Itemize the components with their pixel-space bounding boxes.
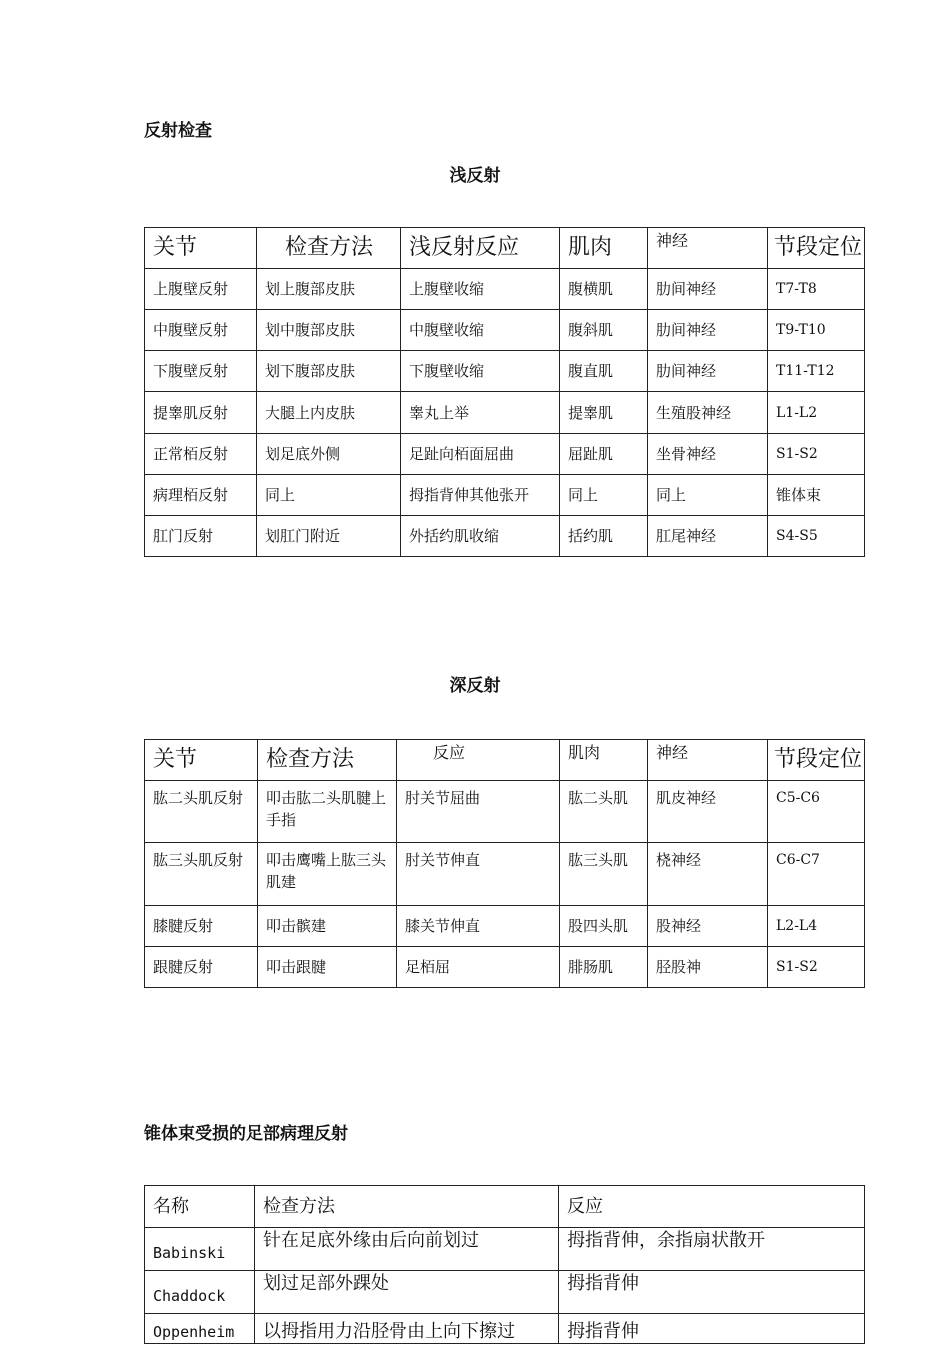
table-row xyxy=(145,351,865,392)
table-cell: Oppenheim xyxy=(145,1314,255,1344)
header-cell: 反应 xyxy=(559,1186,865,1228)
table-row xyxy=(145,516,865,557)
header-cell: 关节 xyxy=(145,740,258,781)
table-row xyxy=(145,310,865,351)
table-row xyxy=(145,781,865,843)
header-cell: 神经 xyxy=(648,228,768,269)
header-cell: 检查方法 xyxy=(257,228,401,269)
table-cell: 腓肠肌 xyxy=(560,947,648,988)
shallow-reflex-table xyxy=(144,227,865,557)
table-cell: 正常栢反射 xyxy=(145,434,257,475)
pathological-reflex-title: 锥体束受损的足部病理反射 xyxy=(144,1124,348,1144)
table-cell: 中腹壁反射 xyxy=(145,310,257,351)
table-cell: Babinski xyxy=(145,1228,255,1271)
table-cell: L1-L2 xyxy=(768,392,865,434)
table-header-row xyxy=(145,228,865,269)
header-cell: 名称 xyxy=(145,1186,255,1228)
table-cell: 腹斜肌 xyxy=(560,310,648,351)
table-cell: C6-C7 xyxy=(768,843,865,906)
header-cell: 肌肉 xyxy=(560,740,648,781)
table-row xyxy=(145,947,865,988)
table-cell: 肛尾神经 xyxy=(648,516,768,557)
header-cell: 浅反射反应 xyxy=(401,228,560,269)
table-cell: 坐骨神经 xyxy=(648,434,768,475)
table-cell: 拇指背伸 xyxy=(559,1314,865,1344)
header-cell: 反应 xyxy=(397,740,560,781)
table-cell: S4-S5 xyxy=(768,516,865,557)
table-cell: T7-T8 xyxy=(768,269,865,310)
table-header-row xyxy=(145,740,865,781)
table-cell: 病理栢反射 xyxy=(145,475,257,516)
table-cell: 拇指背伸其他张开 xyxy=(401,475,560,516)
table-cell: 划足底外侧 xyxy=(257,434,401,475)
table-row xyxy=(145,1228,865,1271)
table-header-row xyxy=(145,1186,865,1228)
table-row xyxy=(145,392,865,434)
table-cell: 上腹壁收缩 xyxy=(401,269,560,310)
table-cell: C5-C6 xyxy=(768,781,865,843)
table-cell: 肋间神经 xyxy=(648,351,768,392)
table-cell: S1-S2 xyxy=(768,947,865,988)
table-row xyxy=(145,1314,865,1344)
table-cell: 睾丸上举 xyxy=(401,392,560,434)
table-cell: L2-L4 xyxy=(768,906,865,947)
table-cell: 膝腱反射 xyxy=(145,906,258,947)
table-cell: 锥体束 xyxy=(768,475,865,516)
table-cell: 外括约肌收缩 xyxy=(401,516,560,557)
table-cell: S1-S2 xyxy=(768,434,865,475)
pathological-reflex-table xyxy=(144,1185,865,1344)
table-cell: 针在足底外缘由后向前划过 xyxy=(255,1228,559,1271)
table-cell: 肱三头肌反射 xyxy=(145,843,258,906)
table-cell: 股四头肌 xyxy=(560,906,648,947)
table-row xyxy=(145,475,865,516)
table-cell: 大腿上内皮肤 xyxy=(257,392,401,434)
table-cell: 划中腹部皮肤 xyxy=(257,310,401,351)
table-cell: 桡神经 xyxy=(648,843,768,906)
table-cell: 肘关节伸直 xyxy=(397,843,560,906)
table-cell: 足栢屈 xyxy=(397,947,560,988)
deep-reflex-table xyxy=(144,739,865,988)
table-cell: 屈趾肌 xyxy=(560,434,648,475)
table-cell: 下腹壁反射 xyxy=(145,351,257,392)
table-cell: 膝关节伸直 xyxy=(397,906,560,947)
table-cell: 划肛门附近 xyxy=(257,516,401,557)
table-cell: 叩击鹰嘴上肱三头肌建 xyxy=(258,843,397,906)
table-cell: 中腹壁收缩 xyxy=(401,310,560,351)
header-cell: 检查方法 xyxy=(255,1186,559,1228)
table-row xyxy=(145,843,865,906)
table-cell: 跟腱反射 xyxy=(145,947,258,988)
table-cell: T9-T10 xyxy=(768,310,865,351)
table-cell: 胫股神 xyxy=(648,947,768,988)
table-row xyxy=(145,906,865,947)
table-cell: 肱二头肌反射 xyxy=(145,781,258,843)
table-cell: 叩击跟腱 xyxy=(258,947,397,988)
table-cell: 同上 xyxy=(648,475,768,516)
table-cell: 同上 xyxy=(560,475,648,516)
header-cell: 关节 xyxy=(145,228,257,269)
header-cell: 检查方法 xyxy=(258,740,397,781)
table-cell: 括约肌 xyxy=(560,516,648,557)
header-cell: 节段定位 xyxy=(768,228,865,269)
table-cell: 拇指背伸 xyxy=(559,1271,865,1314)
table-cell: 肱二头肌 xyxy=(560,781,648,843)
table-cell: 腹直肌 xyxy=(560,351,648,392)
table-cell: 叩击髌建 xyxy=(258,906,397,947)
table-cell: 拇指背伸，余指扇状散开 xyxy=(559,1228,865,1271)
table-cell: 下腹壁收缩 xyxy=(401,351,560,392)
table-cell: 同上 xyxy=(257,475,401,516)
table-cell: 肌皮神经 xyxy=(648,781,768,843)
table-cell: T11-T12 xyxy=(768,351,865,392)
header-cell: 神经 xyxy=(648,740,768,781)
table-cell: Chaddock xyxy=(145,1271,255,1314)
table-cell: 生殖股神经 xyxy=(648,392,768,434)
deep-reflex-title: 深反射 xyxy=(449,676,501,696)
table-row xyxy=(145,434,865,475)
table-cell: 腹横肌 xyxy=(560,269,648,310)
table-cell: 提睾肌反射 xyxy=(145,392,257,434)
table-cell: 提睾肌 xyxy=(560,392,648,434)
table-row xyxy=(145,269,865,310)
document-title: 反射检查 xyxy=(144,121,212,141)
header-cell: 肌肉 xyxy=(560,228,648,269)
table-cell: 叩击肱二头肌腱上手指 xyxy=(258,781,397,843)
table-cell: 肛门反射 xyxy=(145,516,257,557)
table-cell: 肱三头肌 xyxy=(560,843,648,906)
table-cell: 划上腹部皮肤 xyxy=(257,269,401,310)
table-cell: 上腹壁反射 xyxy=(145,269,257,310)
table-cell: 足趾向栢面屈曲 xyxy=(401,434,560,475)
table-cell: 肘关节屈曲 xyxy=(397,781,560,843)
table-cell: 划过足部外踝处 xyxy=(255,1271,559,1314)
table-cell: 肋间神经 xyxy=(648,269,768,310)
header-cell: 节段定位 xyxy=(768,740,865,781)
table-cell: 股神经 xyxy=(648,906,768,947)
table-row xyxy=(145,1271,865,1314)
table-cell: 划下腹部皮肤 xyxy=(257,351,401,392)
table-cell: 肋间神经 xyxy=(648,310,768,351)
table-cell: 以拇指用力沿胫骨由上向下擦过 xyxy=(255,1314,559,1344)
shallow-reflex-title: 浅反射 xyxy=(449,166,501,186)
